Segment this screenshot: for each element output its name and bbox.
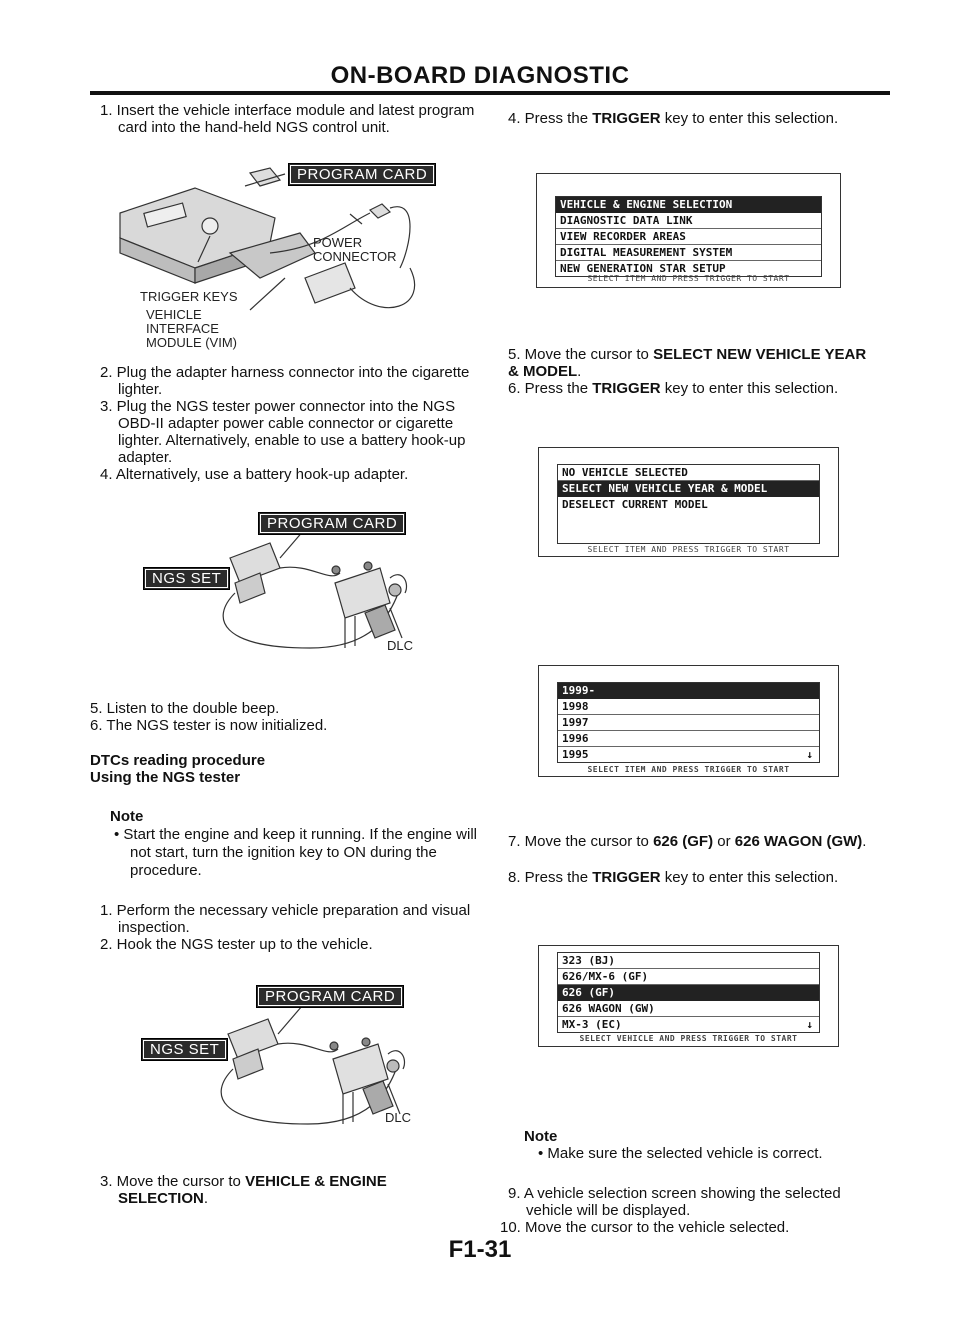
- screen-row[interactable]: DIAGNOSTIC DATA LINK: [556, 213, 821, 229]
- trigger-keys-label: TRIGGER KEYS: [140, 289, 238, 304]
- ngs-screen-main-menu: [536, 173, 841, 288]
- screen-footer: SELECT ITEM AND PRESS TRIGGER TO START: [587, 765, 790, 774]
- screen-row-label: 1995: [562, 748, 589, 761]
- section-subheading: Using the NGS tester: [90, 769, 241, 786]
- note-bullet: • Start the engine and keep it running. If the engine will not start, turn the ignition key to ON during the procedure.: [114, 826, 477, 879]
- right-step-8-post: key to enter this selection.: [660, 869, 839, 886]
- step-1-text: 1. Insert the vehicle interface module and latest program card into the hand-held NGS control unit.: [100, 102, 475, 136]
- step-6-text: 6. The NGS tester is now initialized.: [90, 717, 328, 734]
- screen-row[interactable]: [558, 1017, 819, 1032]
- right-note-bullet: • Make sure the selected vehicle is correct.: [538, 1145, 823, 1162]
- screen-list: [557, 464, 820, 544]
- right-step-7-text: [508, 833, 868, 850]
- step-b2-text: 2. Hook the NGS tester up to the vehicle.: [100, 936, 373, 953]
- screen-list: [557, 952, 820, 1033]
- step-b1-text: 1. Perform the necessary vehicle preparation and visual inspection.: [100, 902, 471, 936]
- dlc-label: DLC: [387, 638, 414, 653]
- right-step-10-text: 10. Move the cursor to the vehicle selected.: [500, 1219, 790, 1236]
- screen-row[interactable]: 626 (GF): [558, 985, 819, 1001]
- step-b3-post: .: [203, 1190, 209, 1207]
- screen-row[interactable]: [558, 747, 819, 762]
- section-heading: DTCs reading procedure: [90, 752, 266, 769]
- ngs-screen-vehicle-menu: [538, 447, 839, 557]
- step-3-text: 3. Plug the NGS tester power connector into the NGS OBD-II adapter power cable connector or cigarette lighter. Alternatively, enable to use a battery hook-up adapter.: [100, 398, 466, 466]
- program-card-callout: PROGRAM CARD: [256, 985, 404, 1008]
- screen-list: [557, 682, 820, 763]
- screen-row[interactable]: DESELECT CURRENT MODEL: [562, 498, 708, 511]
- step-4-text: 4. Alternatively, use a battery hook-up adapter.: [100, 466, 409, 483]
- program-card-callout: PROGRAM CARD: [288, 163, 436, 186]
- right-step-7-post: .: [862, 833, 867, 850]
- screen-row[interactable]: SELECT NEW VEHICLE YEAR & MODEL: [558, 481, 819, 497]
- right-step-4-text: [508, 110, 838, 127]
- note-label: Note: [110, 808, 144, 825]
- step-b3-text: [100, 1173, 448, 1207]
- step-b3-bold: VEHICLE & ENGINE SELECTION: [118, 1173, 387, 1207]
- power-connector-label: POWER CONNECTOR: [313, 235, 397, 264]
- right-step-4-pre: 4. Press the: [508, 110, 593, 127]
- screen-row[interactable]: VEHICLE & ENGINE SELECTION: [556, 197, 821, 213]
- ngs-screen-year-list: [538, 665, 839, 777]
- screen-row[interactable]: 1998: [558, 699, 819, 715]
- right-step-4-bold: TRIGGER: [592, 110, 661, 127]
- screen-footer: SELECT VEHICLE AND PRESS TRIGGER TO START: [579, 1034, 798, 1043]
- right-step-9-text: 9. A vehicle selection screen showing the selected vehicle will be displayed.: [508, 1185, 841, 1219]
- screen-row[interactable]: 626 WAGON (GW): [558, 1001, 819, 1017]
- screen-row-label: MX-3 (EC): [562, 1018, 622, 1031]
- scroll-down-arrow-icon[interactable]: ↓: [806, 748, 813, 761]
- ngs-connection-figure-1: [140, 508, 440, 663]
- right-step-6-text: [508, 380, 838, 397]
- right-note-label: Note: [524, 1128, 558, 1145]
- screen-row[interactable]: NO VEHICLE SELECTED: [558, 465, 819, 481]
- note-text: Start the engine and keep it running. If the engine will not start, turn the ignition key to ON during the procedure.: [123, 826, 477, 879]
- right-step-5-bold: SELECT NEW VEHICLE YEAR & MODEL: [508, 346, 867, 380]
- right-step-8-text: [508, 869, 838, 886]
- right-step-4-post: key to enter this selection.: [660, 110, 839, 127]
- ngs-set-callout: NGS SET: [143, 567, 230, 590]
- ngs-set-callout: NGS SET: [141, 1038, 228, 1061]
- program-card-callout: PROGRAM CARD: [258, 512, 406, 535]
- screen-row[interactable]: 1996: [558, 731, 819, 747]
- screen-row[interactable]: DIGITAL MEASUREMENT SYSTEM: [556, 245, 821, 261]
- title-rule: [90, 91, 890, 95]
- screen-footer: SELECT ITEM AND PRESS TRIGGER TO START: [587, 274, 790, 283]
- screen-list: [555, 196, 822, 277]
- right-step-8-bold: TRIGGER: [592, 869, 661, 886]
- screen-row[interactable]: 1997: [558, 715, 819, 731]
- right-step-7-mid: or: [713, 833, 735, 850]
- dlc-label: DLC: [385, 1110, 412, 1125]
- right-step-8-pre: 8. Press the: [508, 869, 593, 886]
- vim-label: VEHICLE INTERFACE MODULE (VIM): [146, 307, 237, 350]
- right-step-5-text: [508, 346, 868, 380]
- step-2-text: 2. Plug the adapter harness connector into the cigarette lighter.: [100, 364, 470, 398]
- right-note-text: Make sure the selected vehicle is correct.: [547, 1145, 823, 1162]
- right-step-6-bold: TRIGGER: [592, 380, 661, 397]
- page-title: ON-BOARD DIAGNOSTIC: [330, 62, 630, 89]
- screen-row[interactable]: 626/MX-6 (GF): [558, 969, 819, 985]
- screen-row[interactable]: 323 (BJ): [558, 953, 819, 969]
- ngs-screen-model-list: [538, 945, 839, 1047]
- right-step-5-pre: 5. Move the cursor to: [508, 346, 654, 363]
- right-step-7-pre: 7. Move the cursor to: [508, 833, 654, 850]
- page-number: F1-31: [448, 1236, 512, 1263]
- right-step-7-bold2: 626 WAGON (GW): [734, 833, 863, 850]
- right-step-7-bold1: 626 (GF): [653, 833, 714, 850]
- screen-row[interactable]: VIEW RECORDER AREAS: [556, 229, 821, 245]
- right-step-6-pre: 6. Press the: [508, 380, 593, 397]
- step-5-text: 5. Listen to the double beep.: [90, 700, 280, 717]
- right-step-6-post: key to enter this selection.: [660, 380, 839, 397]
- screen-row[interactable]: NEW GENERATION STAR SETUP: [560, 262, 726, 275]
- screen-footer: SELECT ITEM AND PRESS TRIGGER TO START: [587, 545, 790, 554]
- right-step-5-post: .: [577, 363, 582, 380]
- step-b3-pre: 3. Move the cursor to: [100, 1173, 246, 1190]
- ngs-connection-figure-2: [138, 984, 438, 1139]
- ngs-unit-figure: [100, 158, 480, 350]
- screen-row[interactable]: 1999-: [558, 683, 819, 699]
- scroll-down-arrow-icon[interactable]: ↓: [806, 1018, 813, 1031]
